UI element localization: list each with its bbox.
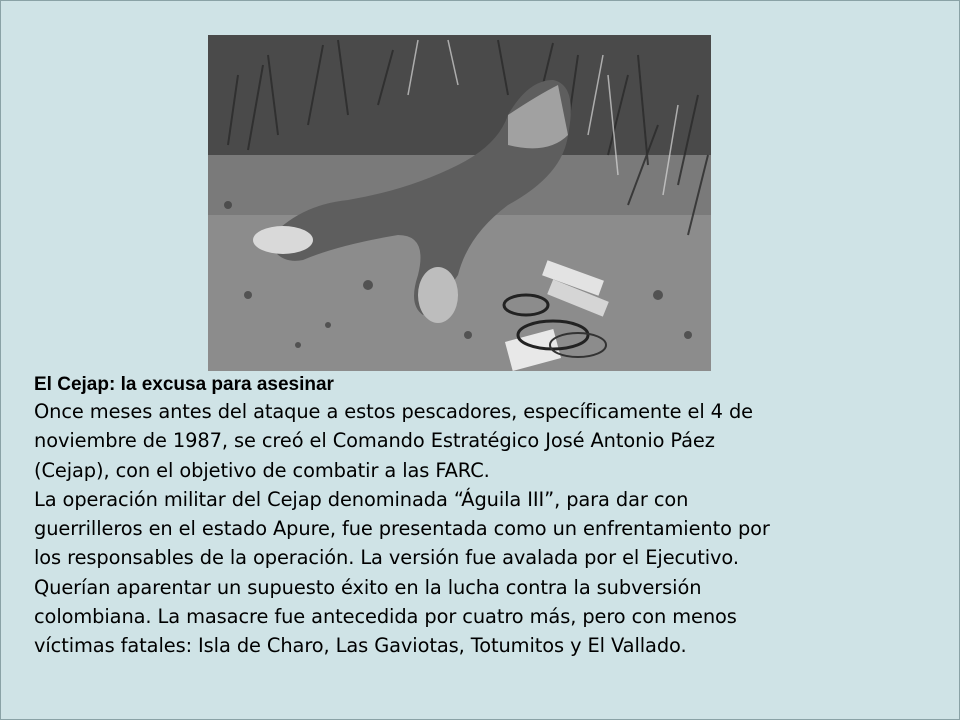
article-line: (Cejap), con el objetivo de combatir a las FARC.	[34, 458, 490, 482]
black-and-white-photo	[208, 35, 711, 371]
article-line: colombiana. La masacre fue antecedida por cuatro más, pero con menos	[34, 605, 737, 629]
article-line: noviembre de 1987, se creó el Comando Estratégico José Antonio Páez	[34, 429, 715, 453]
article-line: los responsables de la operación. La versión fue avalada por el Ejecutivo.	[34, 546, 739, 570]
article-text	[34, 373, 949, 661]
article-line: guerrilleros en el estado Apure, fue presentada como un enfrentamiento por	[34, 517, 770, 541]
article-heading: El Cejap: la excusa para asesinar	[34, 374, 334, 395]
article-line: Once meses antes del ataque a estos pescadores, específicamente el 4 de	[34, 400, 754, 423]
article-line: víctimas fatales: Isla de Charo, Las Gaviotas, Totumitos y El Vallado.	[34, 634, 687, 658]
article-line: La operación militar del Cejap denominada “Águila III”, para dar con	[34, 487, 689, 511]
article-line: Querían aparentar un supuesto éxito en la lucha contra la subversión	[34, 575, 702, 599]
